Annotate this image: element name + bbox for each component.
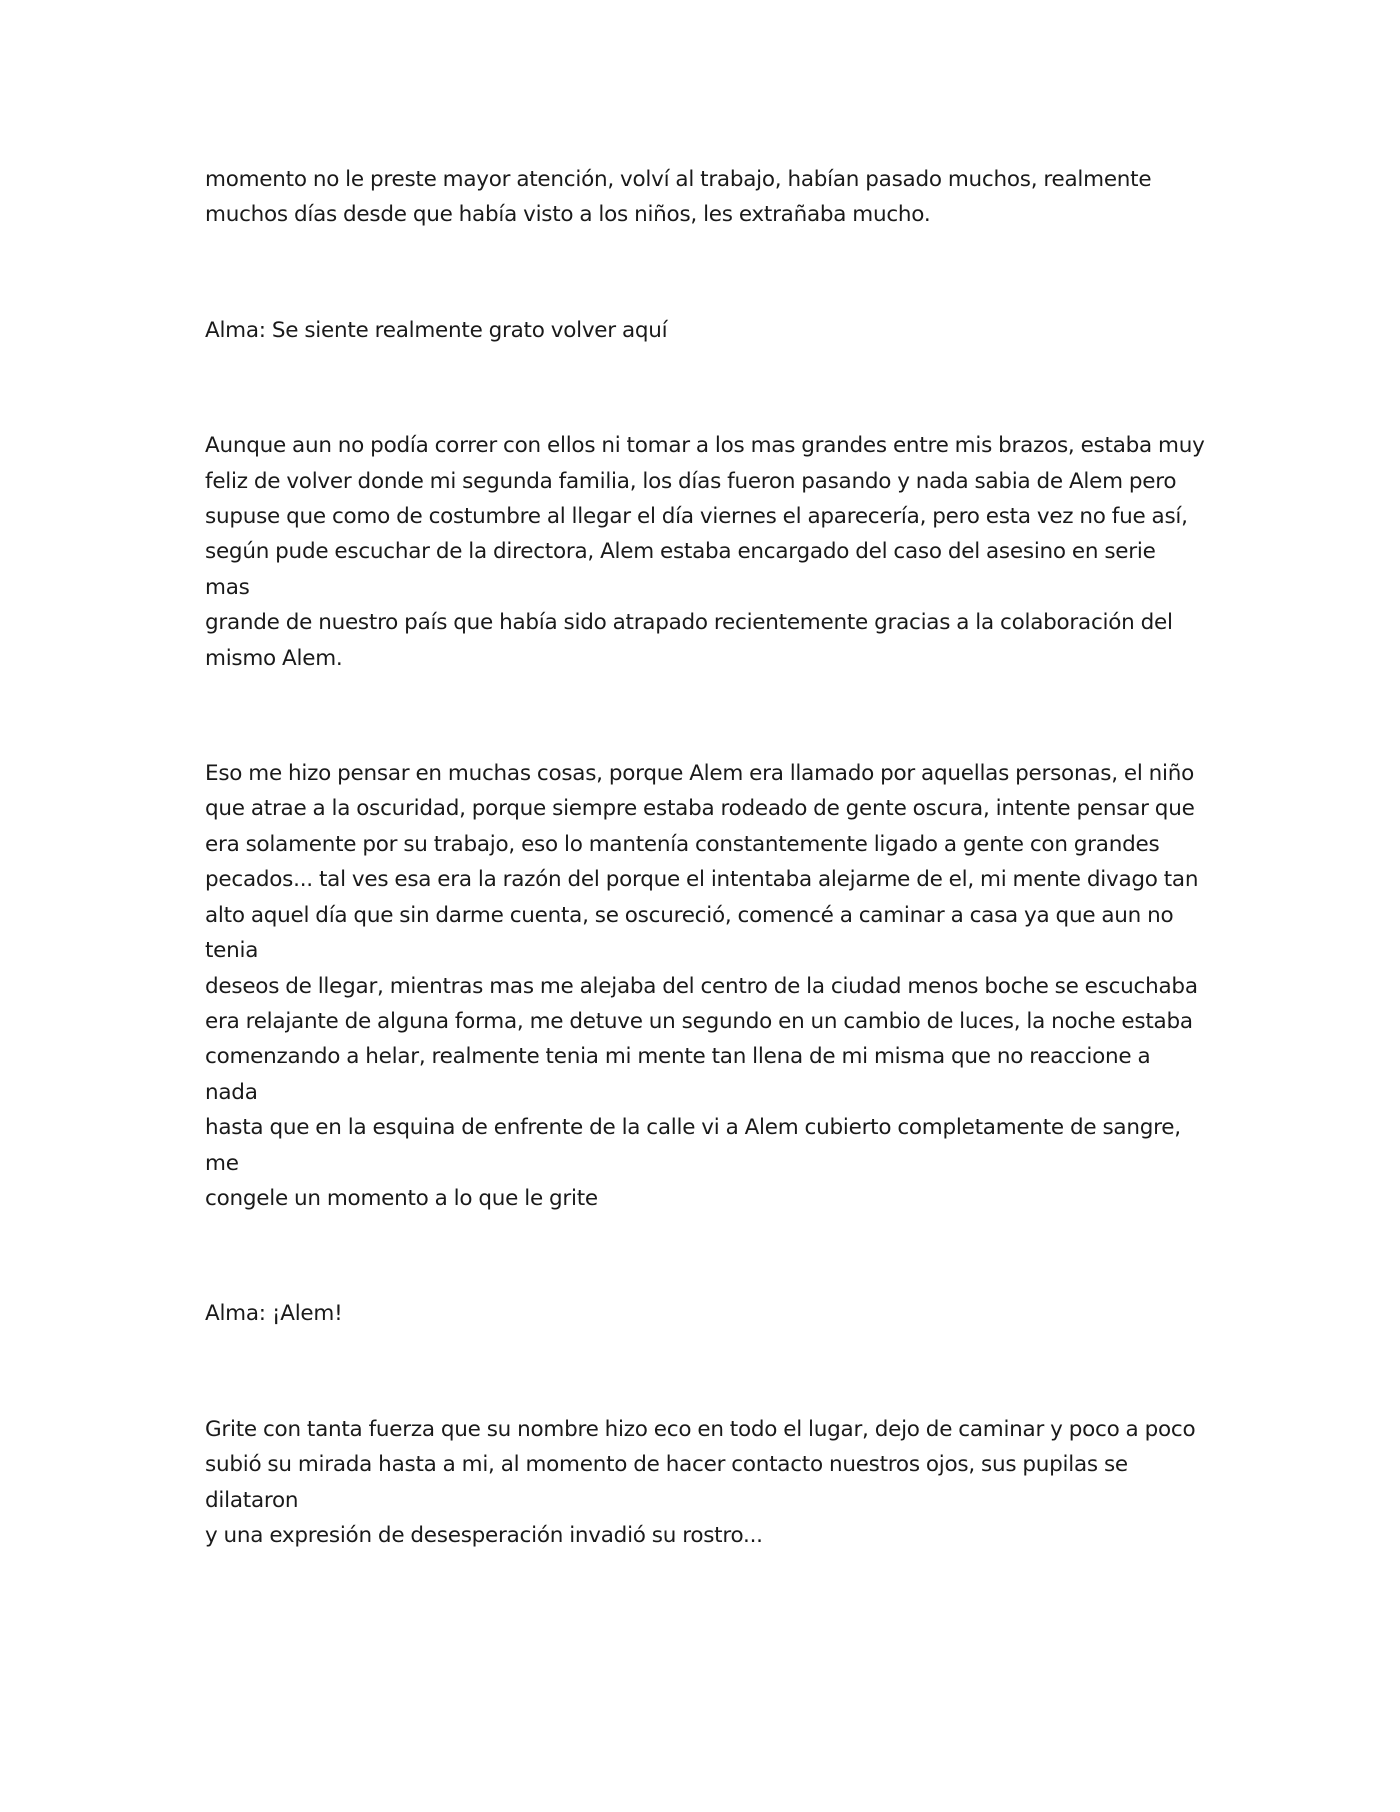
paragraph-gap (205, 676, 1205, 756)
document-body (205, 162, 1205, 1553)
paragraph-4: Grite con tanta fuerza que su nombre hizo eco en todo el lugar, dejo de caminar y poco a poco subió su mirada hasta a mi, al momento de hacer contacto nuestros ojos, sus pupilas se dilataron y una expresión de desesperación invadió su rostro... (205, 1416, 1196, 1548)
paragraph-gap (205, 1216, 1205, 1296)
paragraph-gap (205, 348, 1205, 428)
paragraph-gap (205, 1332, 1205, 1412)
dialogue-line-2: Alma: ¡Alem! (205, 1301, 343, 1327)
paragraph-gap (205, 233, 1205, 313)
dialogue-line-1: Alma: Se siente realmente grato volver aquí (205, 317, 668, 343)
paragraph-2: Aunque aun no podía correr con ellos ni tomar a los mas grandes entre mis brazos, estaba muy feliz de volver donde mi segunda familia, los días fueron pasando y nada sabia de Alem pero supuse que como de costumbre al llegar el día viernes el aparecería, pero esta vez no fue así, según pude escuchar de la directora, Alem estaba encargado del caso del asesino en serie mas grande de nuestro país que había sido atrapado recientemente gracias a la colaboración del mismo Alem. (205, 433, 1205, 671)
paragraph-1: momento no le preste mayor atención, volví al trabajo, habían pasado muchos, realmente muchos días desde que había visto a los niños, les extrañaba mucho. (205, 167, 1152, 228)
paragraph-3: Eso me hizo pensar en muchas cosas, porque Alem era llamado por aquellas personas, el niño que atrae a la oscuridad, porque siempre estaba rodeado de gente oscura, intente pensar que era solamente por su trabajo, eso lo mantenía constantemente ligado a gente con grandes pecados... tal ves esa era la razón del porque el intentaba alejarme de el, mi mente divago tan alto aquel día que sin darme cuenta, se oscureció, comencé a caminar a casa ya que aun no tenia deseos de llegar, mientras mas me alejaba del centro de la ciudad menos boche se escuchaba era relajante de alguna forma, me detuve un segundo en un cambio de luces, la noche estaba comenzando a helar, realmente tenia mi mente tan llena de mi misma que no reaccione a nada hasta que en la esquina de enfrente de la calle vi a Alem cubierto completamente de sangre, me congele un momento a lo que le grite (205, 761, 1199, 1211)
